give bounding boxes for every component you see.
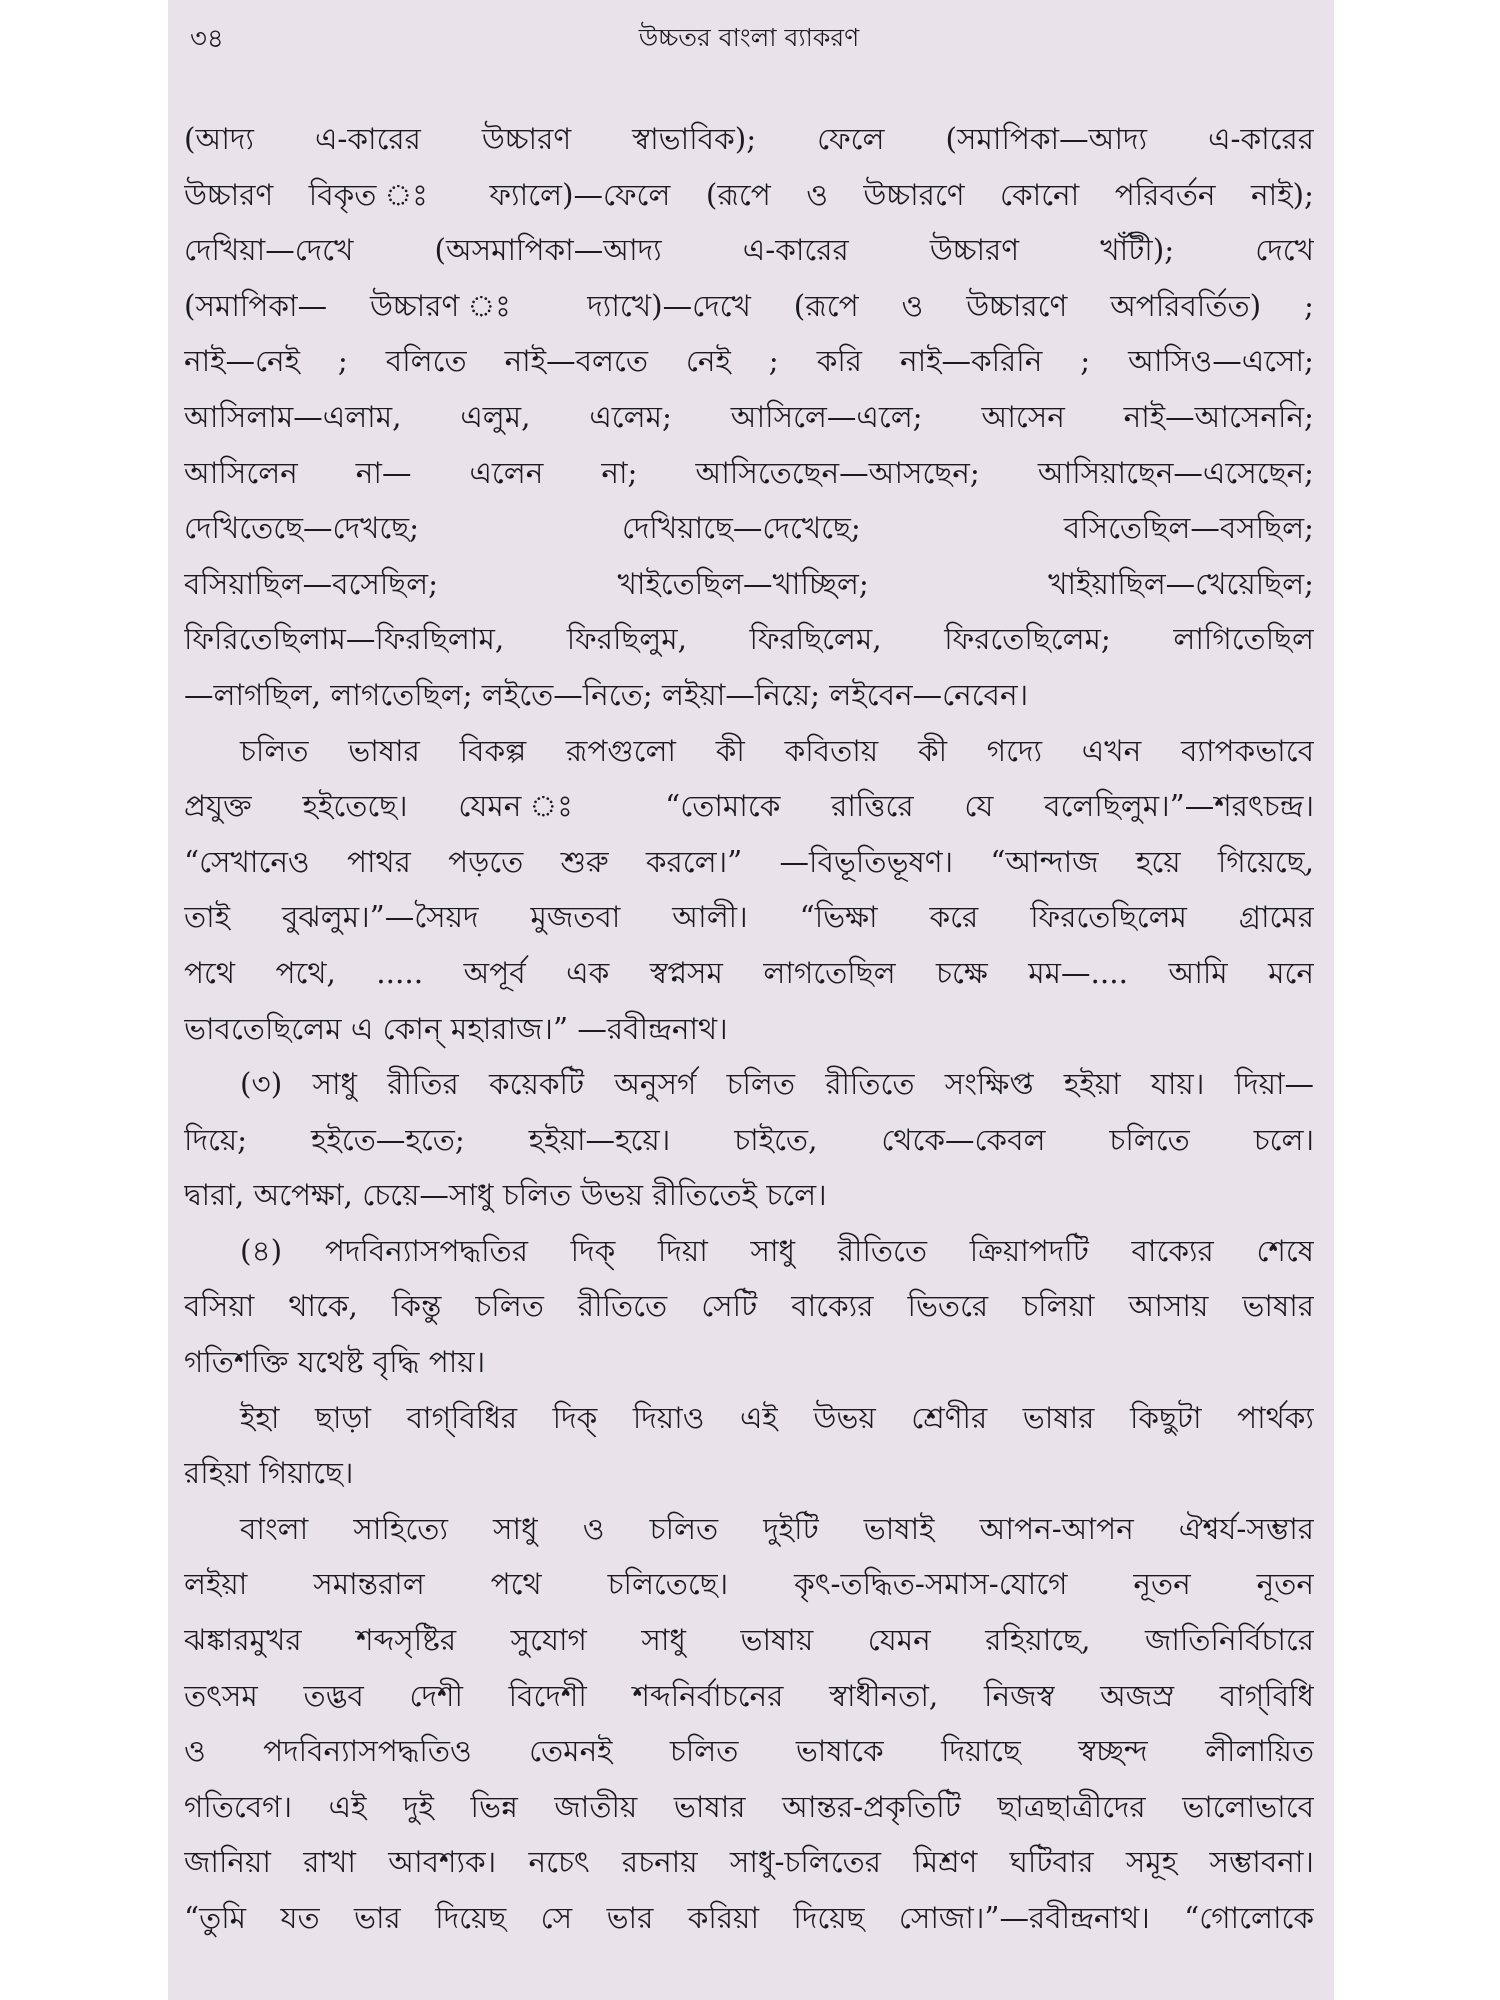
text-line: বসিয়া থাকে, কিন্তু চলিত রীতিতে সেটি বাক্যের ভিতরে চলিয়া আসায় ভাষার [184, 1289, 1314, 1324]
text-line: ফিরিতেছিলাম—ফিরছিলাম, ফিরছিলুম, ফিরছিলেম, ফিরতেছিলেম; লাগিতেছিল [184, 622, 1314, 657]
body-text [184, 112, 1314, 1947]
text-line: উচ্চারণ বিকৃত ঃ ফ্যালে)—ফেলে (রূপে ও উচ্চারণে কোনো পরিবর্তন নাই); [184, 177, 1314, 212]
text-line: দেখিয়া—দেখে (অসমাপিকা—আদ্য এ-কারের উচ্চারণ খাঁটী); দেখে [184, 233, 1314, 268]
text-line: গতিবেগ। এই দুই ভিন্ন জাতীয় ভাষার আন্তর-প্রকৃতিটি ছাত্রছাত্রীদের ভালোভাবে [184, 1789, 1314, 1824]
book-page [168, 0, 1334, 2000]
text-line: ভাবতেছিলেম এ কোন্ মহারাজ।” —রবীন্দ্রনাথ। [184, 1011, 728, 1046]
running-head [184, 4, 1314, 54]
text-line: পথে পথে, ..... অপূর্ব এক স্বপ্নসম লাগতেছিল চক্ষে মম—.... আমি মনে [184, 955, 1314, 990]
text-line: ইহা ছাড়া বাগ্‌বিধির দিক্ দিয়াও এই উভয় শ্রেণীর ভাষার কিছুটা পার্থক্য [240, 1400, 1314, 1435]
text-line: দিয়ে; হইতে—হতে; হইয়া—হয়ে। চাইতে, থেকে—কেবল চলিতে চলে। [184, 1122, 1314, 1157]
text-line: রহিয়া গিয়াছে। [184, 1456, 354, 1491]
text-line: গতিশক্তি যথেষ্ট বৃদ্ধি পায়। [184, 1345, 486, 1380]
text-line: দেখিতেছে—দেখছে; দেখিয়াছে—দেখেছে; বসিতেছিল—বসছিল; [184, 511, 1314, 546]
text-line: চলিত ভাষার বিকল্প রূপগুলো কী কবিতায় কী গদ্যে এখন ব্যাপকভাবে [240, 733, 1314, 768]
text-line: জানিয়া রাখা আবশ্যক। নচেৎ রচনায় সাধু-চলিতের মিশ্রণ ঘটিবার সমূহ সম্ভাবনা। [184, 1845, 1314, 1880]
text-line: (৩) সাধু রীতির কয়েকটি অনুসর্গ চলিত রীতিতে সংক্ষিপ্ত হইয়া যায়। দিয়া— [240, 1067, 1314, 1102]
text-line: তাই বুঝলুম।”—সৈয়দ মুজতবা আলী। “ভিক্ষা করে ফিরতেছিলেম গ্রামের [184, 900, 1314, 935]
text-line: বসিয়াছিল—বসেছিল; খাইতেছিল—খাচ্ছিল; খাইয়াছিল—খেয়েছিল; [184, 566, 1314, 601]
text-line: দ্বারা, অপেক্ষা, চেয়ে—সাধু চলিত উভয় রীতিতেই চলে। [184, 1178, 827, 1213]
text-line: “তুমি যত ভার দিয়েছ সে ভার করিয়া দিয়েছ সোজা।”—রবীন্দ্রনাথ। “গোলোকে [184, 1901, 1314, 1935]
text-line: (সমাপিকা— উচ্চারণ ঃ দ্যাখে)—দেখে (রূপে ও উচ্চারণে অপরিবর্তিত) ; [184, 288, 1314, 323]
text-line: বাংলা সাহিত্যে সাধু ও চলিত দুইটি ভাষাই আপন-আপন ঐশ্বর্য-সম্ভার [240, 1511, 1314, 1546]
text-line: —লাগছিল, লাগতেছিল; লইতে—নিতে; লইয়া—নিয়ে; লইবেন—নেবেন। [184, 677, 1029, 712]
text-line: প্রযুক্ত হইতেছে। যেমন ঃ “তোমাকে রাত্তিরে যে বলেছিলুম।”—শরৎচন্দ্র। [184, 789, 1314, 824]
text-line: (আদ্য এ-কারের উচ্চারণ স্বাভাবিক); ফেলে (সমাপিকা—আদ্য এ-কারের [184, 122, 1314, 156]
text-line: “সেখানেও পাথর পড়তে শুরু করলে।” —বিভূতিভূষণ। “আন্দাজ হয়ে গিয়েছে, [184, 844, 1314, 879]
text-line: তৎসম তদ্ভব দেশী বিদেশী শব্দনির্বাচনের স্বাধীনতা, নিজস্ব অজস্র বাগ্‌বিধি [184, 1678, 1314, 1713]
text-line: নাই—নেই ; বলিতে নাই—বলতে নেই ; করি নাই—করিনি ; আসিও—এসো; [184, 344, 1314, 379]
text-line: ও পদবিন্যাসপদ্ধতিও তেমনই চলিত ভাষাকে দিয়াছে স্বচ্ছন্দ লীলায়িত [184, 1734, 1314, 1769]
text-line: (৪) পদবিন্যাসপদ্ধতির দিক্ দিয়া সাধু রীতিতে ক্রিয়াপদটি বাক্যের শেষে [240, 1233, 1314, 1268]
text-line: আসিলেন না— এলেন না; আসিতেছেন—আসছেন; আসিয়াছেন—এসেছেন; [184, 455, 1314, 490]
page-number: ৩৪ [190, 24, 224, 54]
text-line: আসিলাম—এলাম, এলুম, এলেম; আসিলে—এলে; আসেন নাই—আসেননি; [184, 399, 1314, 434]
text-line: লইয়া সমান্তরাল পথে চলিতেছে। কৃৎ-তদ্ধিত-সমাস-যোগে নূতন নূতন [184, 1567, 1314, 1602]
text-line: ঝঙ্কারমুখর শব্দসৃষ্টির সুযোগ সাধু ভাষায় যেমন রহিয়াছে, জাতিনির্বিচারে [184, 1623, 1314, 1658]
running-title: উচ্চতর বাংলা ব্যাকরণ [638, 23, 860, 52]
